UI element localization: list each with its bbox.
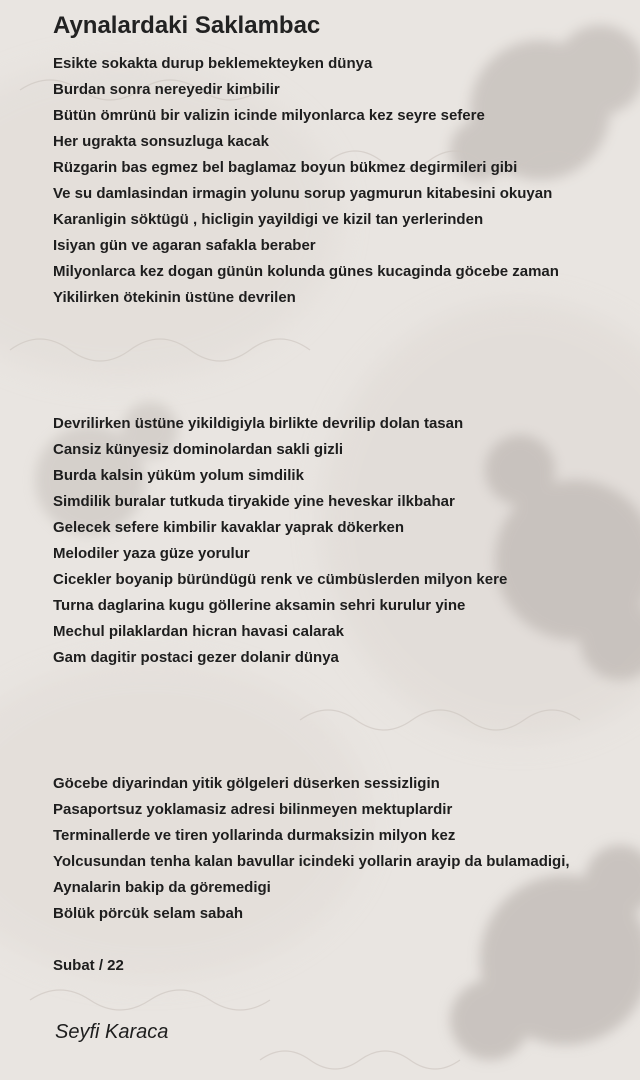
stanza-3: [53, 771, 570, 927]
poem-line: Yikilirken ötekinin üstüne devrilen: [53, 289, 296, 306]
poem-author: Seyfi Karaca: [55, 1021, 169, 1043]
poem-line: Göcebe diyarindan yitik gölgeleri düserken sessizligin: [53, 775, 440, 792]
poem-line: Isiyan gün ve agaran safakla beraber: [53, 237, 316, 254]
poem-line: Bütün ömrünü bir valizin icinde milyonlarca kez seyre sefere: [53, 107, 485, 124]
stanza-1: [53, 51, 559, 311]
poem-line: Pasaportsuz yoklamasiz adresi bilinmeyen mektuplardir: [53, 801, 453, 818]
poem-line: Gelecek sefere kimbilir kavaklar yaprak dökerken: [53, 519, 405, 536]
poem-line: Bölük pörcük selam sabah: [53, 905, 244, 922]
poem-line: Karanligin söktügü , hicligin yayildigi ve kizil tan yerlerinden: [53, 211, 484, 228]
poem-line: Terminallerde ve tiren yollarinda durmaksizin milyon kez: [53, 827, 456, 844]
poem-line: Aynalarin bakip da göremedigi: [53, 879, 271, 896]
poem-line: Esikte sokakta durup beklemekteyken dünya: [53, 55, 373, 72]
poem-line: Yolcusundan tenha kalan bavullar icindeki yollarin arayip da bulamadigi,: [53, 853, 570, 870]
poem-line: Cicekler boyanip büründügü renk ve cümbüslerden milyon kere: [53, 571, 508, 588]
poem-title: Aynalardaki Saklambac: [53, 12, 321, 39]
poem-line: Cansiz künyesiz dominolardan sakli gizli: [53, 441, 344, 458]
poem-line: Burdan sonra nereyedir kimbilir: [53, 81, 280, 98]
poem-line: Gam dagitir postaci gezer dolanir dünya: [53, 649, 339, 666]
poem-date: Subat / 22: [53, 957, 124, 974]
poem-line: Mechul pilaklardan hicran havasi calarak: [53, 623, 344, 640]
poem-line: Melodiler yaza güze yorulur: [53, 545, 250, 562]
poem-line: Rüzgarin bas egmez bel baglamaz boyun bükmez degirmileri gibi: [53, 159, 518, 176]
poem-line: Her ugrakta sonsuzluga kacak: [53, 133, 269, 150]
poem-line: Turna daglarina kugu göllerine aksamin sehri kurulur yine: [53, 597, 466, 614]
poem-line: Milyonlarca kez dogan günün kolunda günes kucaginda göcebe zaman: [53, 263, 559, 280]
poem-line: Devrilirken üstüne yikildigiyla birlikte devrilip dolan tasan: [53, 415, 464, 432]
poem-line: Simdilik buralar tutkuda tiryakide yine heveskar ilkbahar: [53, 493, 455, 510]
stanza-2: [53, 411, 507, 671]
poem-line: Burda kalsin yüküm yolum simdilik: [53, 467, 304, 484]
poem-line: Ve su damlasindan irmagin yolunu sorup yagmurun kitabesini okuyan: [53, 185, 553, 202]
